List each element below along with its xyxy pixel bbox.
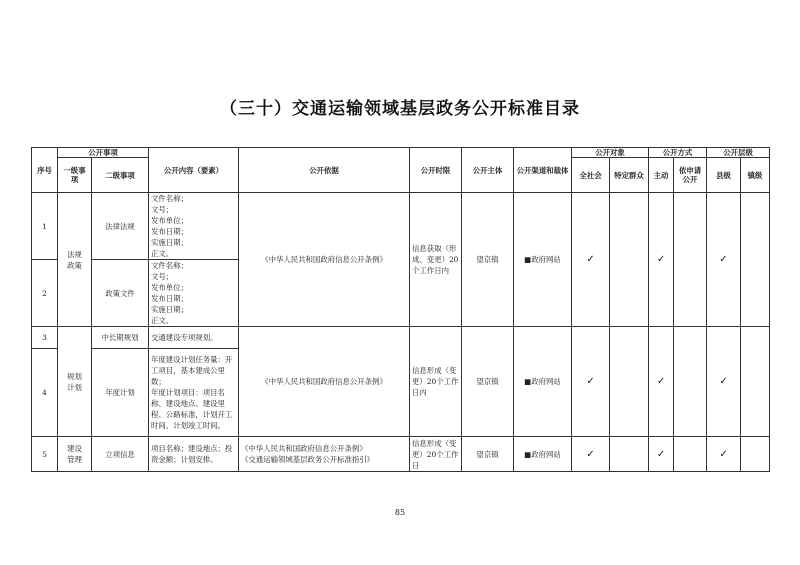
header-county: 县级 [707, 158, 741, 193]
row-seq: 1 [32, 193, 58, 260]
row-seq: 5 [32, 437, 58, 472]
header-level: 公开层级 [707, 148, 770, 158]
page-number: 85 [394, 508, 406, 517]
header-seq: 序号 [32, 148, 58, 193]
header-matters: 公开事项 [58, 148, 149, 158]
header-time-limit: 公开时限 [410, 148, 462, 193]
check-county: ✓ [707, 437, 741, 472]
town-cell [741, 193, 770, 327]
content-cell: 文件名称； 文号； 发布单位； 发布日期； 实施日期； 正文。 [149, 260, 239, 327]
level1-cell [58, 193, 92, 327]
content-cell: 交通建设专项规划。 [149, 327, 239, 349]
content-cell: 年度建设计划任务量：开工项目，基本建成公里数； 年度计划项目：项目名称、建设地点、建设里程、公路标准，计划开工时间、计划竣工时间。 [149, 349, 239, 437]
level1-cell [58, 327, 92, 437]
channel-cell: ■政府网站 [514, 437, 572, 472]
header-active: 主动 [649, 158, 674, 193]
header-subject: 公开主体 [462, 148, 514, 193]
basis-cell: 《中华人民共和国政府信息公开条例》 [239, 193, 410, 327]
level2-cell: 年度计划 [92, 349, 149, 437]
subject-cell: 望京镇 [462, 437, 514, 472]
subject-cell: 望京镇 [462, 327, 514, 437]
time-limit-cell: 信息形成（变更）20个工作日内 [410, 327, 462, 437]
check-active: ✓ [649, 437, 674, 472]
town-cell [741, 327, 770, 437]
check-all-society: ✓ [572, 327, 610, 437]
page-title: （三十）交通运输领域基层政务公开标准目录 [220, 99, 580, 119]
time-limit-cell: 信息形成（变更）20个工作日 [410, 437, 462, 472]
subject-cell: 望京镇 [462, 193, 514, 327]
specific-cell [610, 437, 649, 472]
header-method: 公开方式 [649, 148, 707, 158]
header-on-request: 依申请公开 [674, 158, 707, 193]
standard-catalog-table [31, 147, 770, 472]
header-content: 公开内容（要素） [149, 148, 239, 193]
level1-label: 规划 计划 [67, 371, 82, 392]
row-seq: 3 [32, 327, 58, 349]
content-cell: 文件名称； 文号； 发布单位； 发布日期； 实施日期； 正文。 [149, 193, 239, 260]
specific-cell [610, 193, 649, 327]
on-request-cell [674, 327, 707, 437]
table-row [32, 327, 770, 349]
channel-cell: ■政府网站 [514, 327, 572, 437]
time-limit-cell: 信息获取（形成、变更）20个工作日内 [410, 193, 462, 327]
header-basis: 公开依据 [239, 148, 410, 193]
table-row [32, 193, 770, 260]
channel-cell: ■政府网站 [514, 193, 572, 327]
table-row [32, 437, 770, 472]
check-active: ✓ [649, 327, 674, 437]
header-target: 公开对象 [572, 148, 649, 158]
header-specific: 特定群众 [610, 158, 649, 193]
check-county: ✓ [707, 327, 741, 437]
level2-cell: 立项信息 [92, 437, 149, 472]
level1-label: 法规 政策 [67, 249, 82, 270]
basis-cell: 《中华人民共和国政府信息公开条例》 《交通运输领域基层政务公开标准指引》 [239, 437, 410, 472]
header-level1: 一级事项 [58, 158, 92, 193]
content-cell: 项目名称；建设地点；投资金额；计划安排。 [149, 437, 239, 472]
header-level2: 二级事项 [92, 158, 149, 193]
check-county: ✓ [707, 193, 741, 327]
row-seq: 4 [32, 349, 58, 437]
check-active: ✓ [649, 193, 674, 327]
specific-cell [610, 327, 649, 437]
on-request-cell [674, 437, 707, 472]
header-channel: 公开渠道和载体 [514, 148, 572, 193]
level1-label: 建设 管理 [67, 444, 82, 464]
basis-cell: 《中华人民共和国政府信息公开条例》 [239, 327, 410, 437]
on-request-cell [674, 193, 707, 327]
level2-cell: 政策文件 [92, 260, 149, 327]
header-town: 镇级 [741, 158, 770, 193]
town-cell [741, 437, 770, 472]
level2-cell: 中长期规划 [92, 327, 149, 349]
row-seq: 2 [32, 260, 58, 327]
check-all-society: ✓ [572, 437, 610, 472]
level2-cell: 法律法规 [92, 193, 149, 260]
header-all-society: 全社会 [572, 158, 610, 193]
level1-cell [58, 437, 92, 472]
check-all-society: ✓ [572, 193, 610, 327]
